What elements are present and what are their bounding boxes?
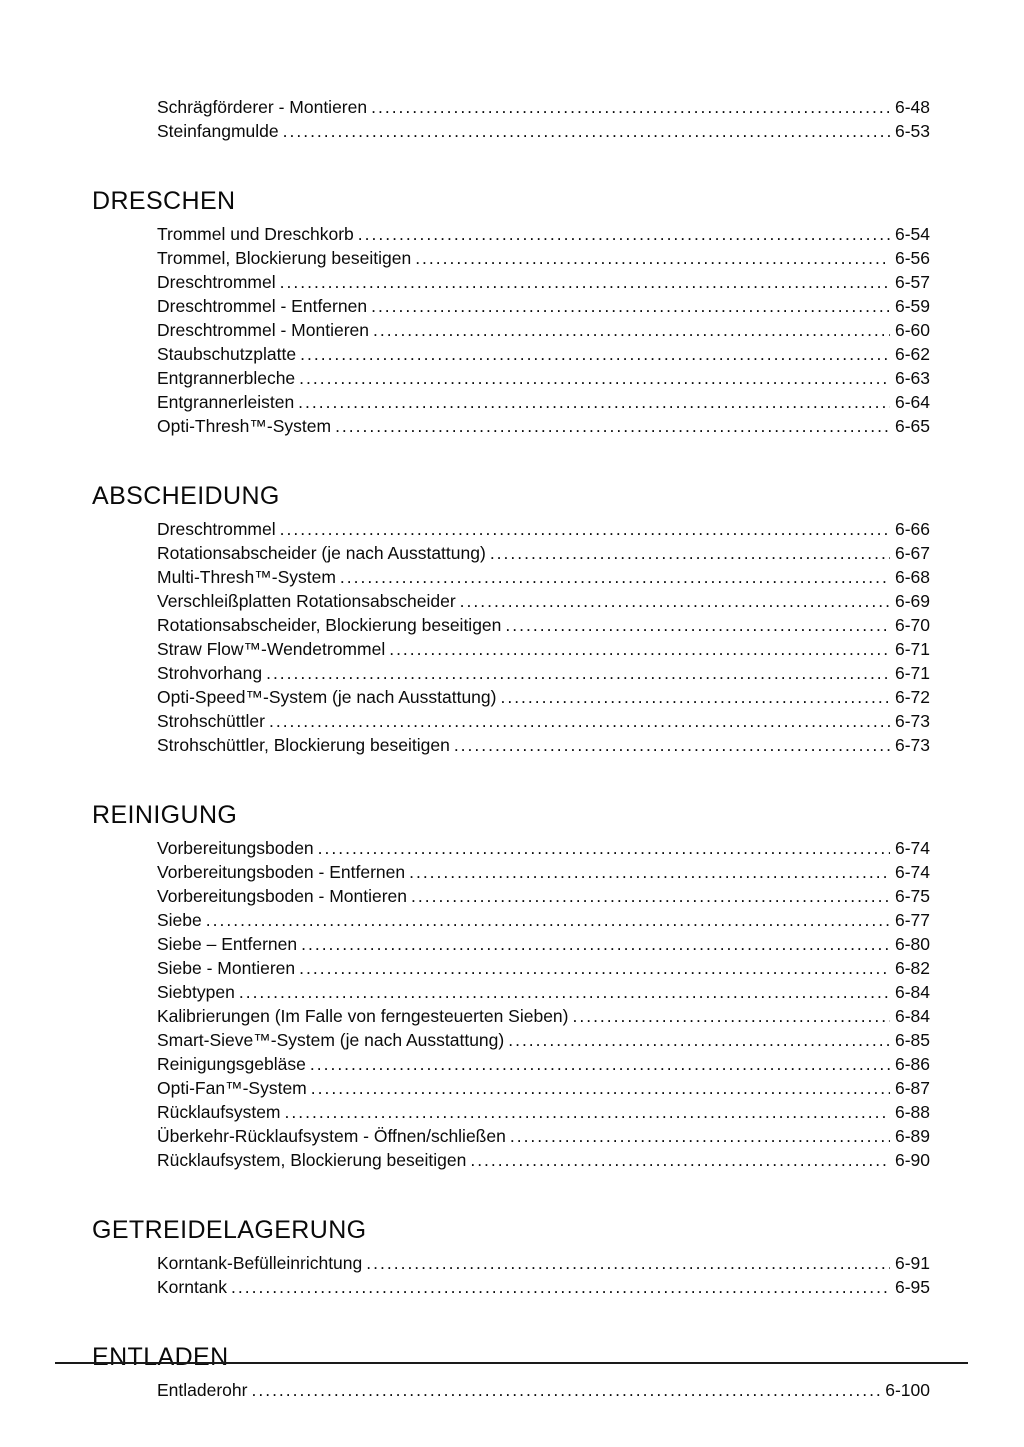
dot-leader <box>409 860 890 884</box>
toc-entry <box>157 884 930 908</box>
toc-entry-page: 6-62 <box>894 344 930 364</box>
toc-entry-label: Staubschutzplatte <box>157 344 297 364</box>
toc-entry-label: Rotationsabscheider, Blockierung beseitigen <box>157 615 502 635</box>
toc-entry <box>157 366 930 390</box>
toc-entry-label: Straw Flow™-Wendetrommel <box>157 639 386 659</box>
toc-entry-page: 6-63 <box>894 368 930 388</box>
toc-entry <box>157 860 930 884</box>
toc-entry <box>157 1028 930 1052</box>
toc-entry-label: Dreschtrommel <box>157 272 276 292</box>
section-title: ENTLADEN <box>92 1343 229 1371</box>
toc-entry-page: 6-54 <box>894 224 930 244</box>
toc-entry-page: 6-90 <box>894 1150 930 1170</box>
dot-leader <box>470 1148 890 1172</box>
toc-entry-page: 6-95 <box>894 1277 930 1297</box>
toc-entry-label: Entgrannerbleche <box>157 368 296 388</box>
dot-leader <box>371 95 890 119</box>
dot-leader <box>266 661 890 685</box>
toc-entry-label: Entladerohr <box>157 1380 248 1400</box>
toc-entry <box>157 1076 930 1100</box>
toc-entry-label: Smart-Sieve™-System (je nach Ausstattung) <box>157 1030 505 1050</box>
section-title: REINIGUNG <box>92 801 238 829</box>
dot-leader <box>251 1378 880 1402</box>
toc-section <box>92 482 930 757</box>
toc-entry <box>157 589 930 613</box>
toc-entry-page: 6-73 <box>894 735 930 755</box>
toc-entry <box>157 613 930 637</box>
toc-entry <box>157 414 930 438</box>
toc-entry-label: Strohschüttler, Blockierung beseitigen <box>157 735 450 755</box>
toc-entry-page: 6-71 <box>894 639 930 659</box>
toc-section <box>92 95 930 143</box>
dot-leader <box>311 1076 890 1100</box>
toc-entry <box>157 390 930 414</box>
dot-leader <box>239 980 890 1004</box>
dot-leader <box>301 932 890 956</box>
dot-leader <box>454 733 890 757</box>
section-entries <box>157 222 930 438</box>
toc-entry-page: 6-80 <box>894 934 930 954</box>
toc-entry-page: 6-57 <box>894 272 930 292</box>
toc-entry-label: Korntank <box>157 1277 228 1297</box>
toc-entry-label: Dreschtrommel - Entfernen <box>157 296 368 316</box>
toc-entry-label: Überkehr-Rücklaufsystem - Öffnen/schließen <box>157 1126 506 1146</box>
toc-entry <box>157 1124 930 1148</box>
toc-entry <box>157 1100 930 1124</box>
toc-entry <box>157 222 930 246</box>
toc-entry-page: 6-73 <box>894 711 930 731</box>
dot-leader <box>460 589 890 613</box>
section-title: GETREIDELAGERUNG <box>92 1216 367 1244</box>
toc-entry-label: Dreschtrommel - Montieren <box>157 320 369 340</box>
dot-leader <box>358 222 890 246</box>
toc-entry-page: 6-56 <box>894 248 930 268</box>
toc-entry-page: 6-71 <box>894 663 930 683</box>
dot-leader <box>500 685 890 709</box>
footer-rule <box>55 1362 968 1364</box>
toc-entry-page: 6-82 <box>894 958 930 978</box>
toc-entry-label: Trommel, Blockierung beseitigen <box>157 248 412 268</box>
toc-entry <box>157 836 930 860</box>
toc-entry-page: 6-84 <box>894 982 930 1002</box>
toc-entry-label: Steinfangmulde <box>157 121 279 141</box>
toc-entry-label: Opti-Fan™-System <box>157 1078 307 1098</box>
dot-leader <box>300 342 890 366</box>
toc-section <box>92 187 930 438</box>
toc-entry-page: 6-86 <box>894 1054 930 1074</box>
dot-leader <box>340 565 890 589</box>
toc-entry <box>157 1148 930 1172</box>
dot-leader <box>299 366 890 390</box>
toc-entry-page: 6-75 <box>894 886 930 906</box>
toc-entry <box>157 1275 930 1299</box>
toc-entry-page: 6-87 <box>894 1078 930 1098</box>
section-title: DRESCHEN <box>92 187 236 215</box>
toc-entry <box>157 956 930 980</box>
dot-leader <box>285 1100 890 1124</box>
toc-entry-label: Strohvorhang <box>157 663 263 683</box>
dot-leader <box>411 884 890 908</box>
dot-leader <box>335 414 890 438</box>
toc-entry <box>157 1004 930 1028</box>
toc-entry-page: 6-88 <box>894 1102 930 1122</box>
section-entries <box>157 1251 930 1299</box>
dot-leader <box>371 294 890 318</box>
toc-entry-label: Vorbereitungsboden <box>157 838 314 858</box>
toc-entry <box>157 1251 930 1275</box>
toc-entry-page: 6-59 <box>894 296 930 316</box>
toc-entry-page: 6-91 <box>894 1253 930 1273</box>
toc-section <box>92 801 930 1172</box>
dot-leader <box>231 1275 890 1299</box>
toc-entry-label: Opti-Speed™-System (je nach Ausstattung) <box>157 687 497 707</box>
section-entries <box>157 95 930 143</box>
section-entries <box>157 1378 930 1402</box>
toc-entry <box>157 1378 930 1402</box>
toc-entry-label: Strohschüttler <box>157 711 265 731</box>
toc-entry <box>157 980 930 1004</box>
dot-leader <box>389 637 890 661</box>
toc-entry <box>157 517 930 541</box>
toc-entry-page: 6-64 <box>894 392 930 412</box>
toc-entry-label: Siebe – Entfernen <box>157 934 298 954</box>
toc-entry-page: 6-89 <box>894 1126 930 1146</box>
toc-entry-label: Trommel und Dreschkorb <box>157 224 354 244</box>
dot-leader <box>572 1004 889 1028</box>
toc-entry-label: Dreschtrommel <box>157 519 276 539</box>
dot-leader <box>280 270 890 294</box>
toc-section <box>92 1216 930 1299</box>
toc-entry <box>157 661 930 685</box>
dot-leader <box>510 1124 890 1148</box>
section-entries <box>157 517 930 757</box>
toc-entry-page: 6-85 <box>894 1030 930 1050</box>
toc-entry-label: Rücklaufsystem, Blockierung beseitigen <box>157 1150 467 1170</box>
toc-entry-label: Reinigungsgebläse <box>157 1054 306 1074</box>
toc-section <box>92 1343 930 1402</box>
dot-leader <box>269 709 890 733</box>
toc-entry-label: Verschleißplatten Rotationsabscheider <box>157 591 456 611</box>
toc-entry-page: 6-84 <box>894 1006 930 1026</box>
toc-entry <box>157 318 930 342</box>
toc-entry <box>157 932 930 956</box>
toc-entry-page: 6-72 <box>894 687 930 707</box>
toc-entry-label: Siebe <box>157 910 202 930</box>
toc-entry-page: 6-60 <box>894 320 930 340</box>
toc-entry <box>157 270 930 294</box>
toc-entry <box>157 637 930 661</box>
toc-entry-label: Vorbereitungsboden - Entfernen <box>157 862 406 882</box>
toc-entry-label: Opti-Thresh™-System <box>157 416 332 436</box>
dot-leader <box>490 541 890 565</box>
toc-entry-page: 6-65 <box>894 416 930 436</box>
toc-entry-page: 6-48 <box>894 97 930 117</box>
dot-leader <box>206 908 890 932</box>
toc-entry <box>157 342 930 366</box>
dot-leader <box>415 246 890 270</box>
toc-entry <box>157 685 930 709</box>
toc-entry-page: 6-69 <box>894 591 930 611</box>
dot-leader <box>366 1251 890 1275</box>
dot-leader <box>505 613 890 637</box>
toc-entry-page: 6-100 <box>885 1380 930 1400</box>
toc-entry-label: Siebe - Montieren <box>157 958 296 978</box>
toc-entry-label: Multi-Thresh™-System <box>157 567 336 587</box>
toc-entry-page: 6-66 <box>894 519 930 539</box>
toc-entry <box>157 565 930 589</box>
toc-entry <box>157 294 930 318</box>
section-entries <box>157 836 930 1172</box>
dot-leader <box>373 318 890 342</box>
toc-entry <box>157 709 930 733</box>
toc-entry-page: 6-53 <box>894 121 930 141</box>
toc-entry-label: Rotationsabscheider (je nach Ausstattung) <box>157 543 486 563</box>
toc-entry <box>157 1052 930 1076</box>
dot-leader <box>508 1028 890 1052</box>
toc-entry-label: Siebtypen <box>157 982 235 1002</box>
toc-entry-page: 6-68 <box>894 567 930 587</box>
dot-leader <box>298 390 890 414</box>
toc-entry-label: Rücklaufsystem <box>157 1102 281 1122</box>
toc-entry-page: 6-67 <box>894 543 930 563</box>
section-title: ABSCHEIDUNG <box>92 482 280 510</box>
toc-entry <box>157 541 930 565</box>
toc-entry <box>157 246 930 270</box>
dot-leader <box>283 119 890 143</box>
toc-entry-label: Schrägförderer - Montieren <box>157 97 368 117</box>
dot-leader <box>318 836 890 860</box>
dot-leader <box>299 956 890 980</box>
dot-leader <box>310 1052 890 1076</box>
toc-entry <box>157 119 930 143</box>
toc-entry-page: 6-74 <box>894 862 930 882</box>
toc-entry-page: 6-70 <box>894 615 930 635</box>
toc <box>92 95 930 1402</box>
toc-entry-label: Korntank-Befülleinrichtung <box>157 1253 363 1273</box>
toc-entry <box>157 733 930 757</box>
toc-entry-label: Entgrannerleisten <box>157 392 295 412</box>
toc-entry-label: Vorbereitungsboden - Montieren <box>157 886 408 906</box>
toc-entry-page: 6-77 <box>894 910 930 930</box>
toc-entry-label: Kalibrierungen (Im Falle von ferngesteuerten Sieben) <box>157 1006 569 1026</box>
dot-leader <box>280 517 890 541</box>
toc-entry-page: 6-74 <box>894 838 930 858</box>
toc-entry <box>157 908 930 932</box>
toc-entry <box>157 95 930 119</box>
